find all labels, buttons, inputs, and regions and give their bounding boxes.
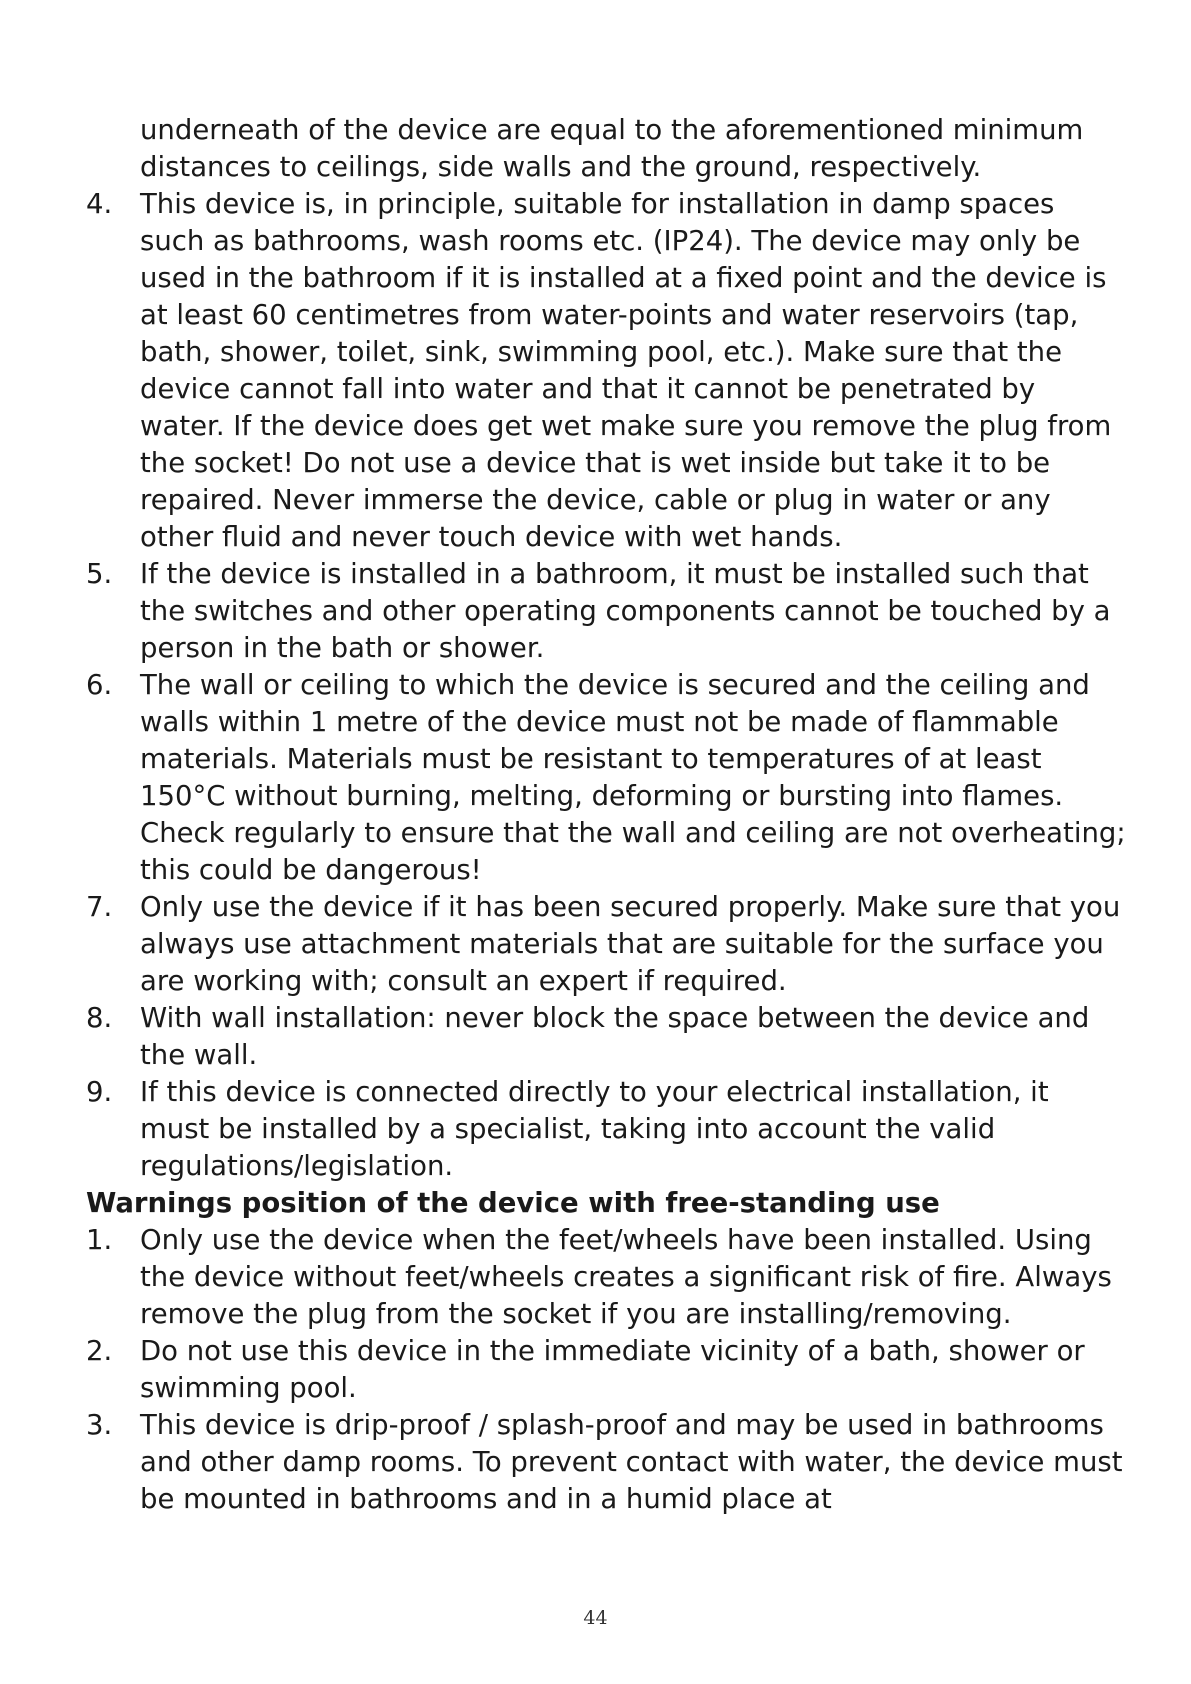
item-text: Do not use this device in the immediate vicinity of a bath, shower or swimming pool. — [140, 1335, 1085, 1404]
page-content — [86, 112, 1126, 1518]
item-number: 5. — [86, 558, 113, 590]
item-number: 2. — [86, 1335, 113, 1367]
list-item — [86, 1407, 1126, 1518]
item-number: 8. — [86, 1002, 113, 1034]
item-text: If the device is installed in a bathroom, it must be installed such that the switches and other operating components cannot be touched by a person in the bath or shower. — [140, 558, 1111, 664]
list-item — [86, 1222, 1126, 1333]
item-text: The wall or ceiling to which the device is secured and the ceiling and walls within 1 metre of the device must not be made of flammable materials. Materials must be resistant to temperatures of at least 150°C without burning, melting, deforming or bursting into flames. Check regularly to ensure that the wall and ceiling are not overheating; this could be dangerous! — [140, 669, 1126, 886]
item-number: 4. — [86, 188, 113, 220]
item-number: 3. — [86, 1409, 113, 1441]
list-item — [86, 1000, 1126, 1074]
item-number: 9. — [86, 1076, 113, 1108]
continuation-paragraph: underneath of the device are equal to the aforementioned minimum distances to ceilings, side walls and the ground, respectively. — [140, 114, 1084, 183]
item-text: If this device is connected directly to your electrical installation, it must be installed by a specialist, taking into account the valid regulations/legislation. — [140, 1076, 1049, 1182]
section-heading: Warnings position of the device with free-standing use — [86, 1187, 940, 1219]
item-text: This device is drip-proof / splash-proof and may be used in bathrooms and other damp rooms. To prevent contact with water, the device must be mounted in bathrooms and in a humid place at — [140, 1409, 1123, 1515]
item-text: With wall installation: never block the space between the device and the wall. — [140, 1002, 1090, 1071]
list-item — [86, 556, 1126, 667]
list-item — [86, 186, 1126, 556]
installation-warnings-list — [86, 186, 1126, 1185]
item-number: 7. — [86, 891, 113, 923]
free-standing-warnings-list — [86, 1222, 1126, 1518]
item-number: 1. — [86, 1224, 113, 1256]
item-text: This device is, in principle, suitable for installation in damp spaces such as bathrooms, wash rooms etc. (IP24). The device may only be used in the bathroom if it is installed at a fixed point and the device is at least 60 centimetres from water-points and water reservoirs (tap, bath, shower, toilet, sink, swimming pool, etc.). Make sure that the device cannot fall into water and that it cannot be penetrated by water. If the device does get wet make sure you remove the plug from the socket! Do not use a device that is wet inside but take it to be repaired. Never immerse the device, cable or plug in water or any other fluid and never touch device with wet hands. — [140, 188, 1112, 553]
item-number: 6. — [86, 669, 113, 701]
page-number: 44 — [583, 1607, 608, 1629]
item-text: Only use the device when the feet/wheels have been installed. Using the device without feet/wheels creates a significant risk of fire. Always remove the plug from the socket if you are installing/removing. — [140, 1224, 1112, 1330]
list-item — [86, 1333, 1126, 1407]
list-item — [86, 667, 1126, 889]
item-text: Only use the device if it has been secured properly. Make sure that you always use attachment materials that are suitable for the surface you are working with; consult an expert if required. — [140, 891, 1121, 997]
list-item — [86, 889, 1126, 1000]
list-item — [86, 1074, 1126, 1185]
